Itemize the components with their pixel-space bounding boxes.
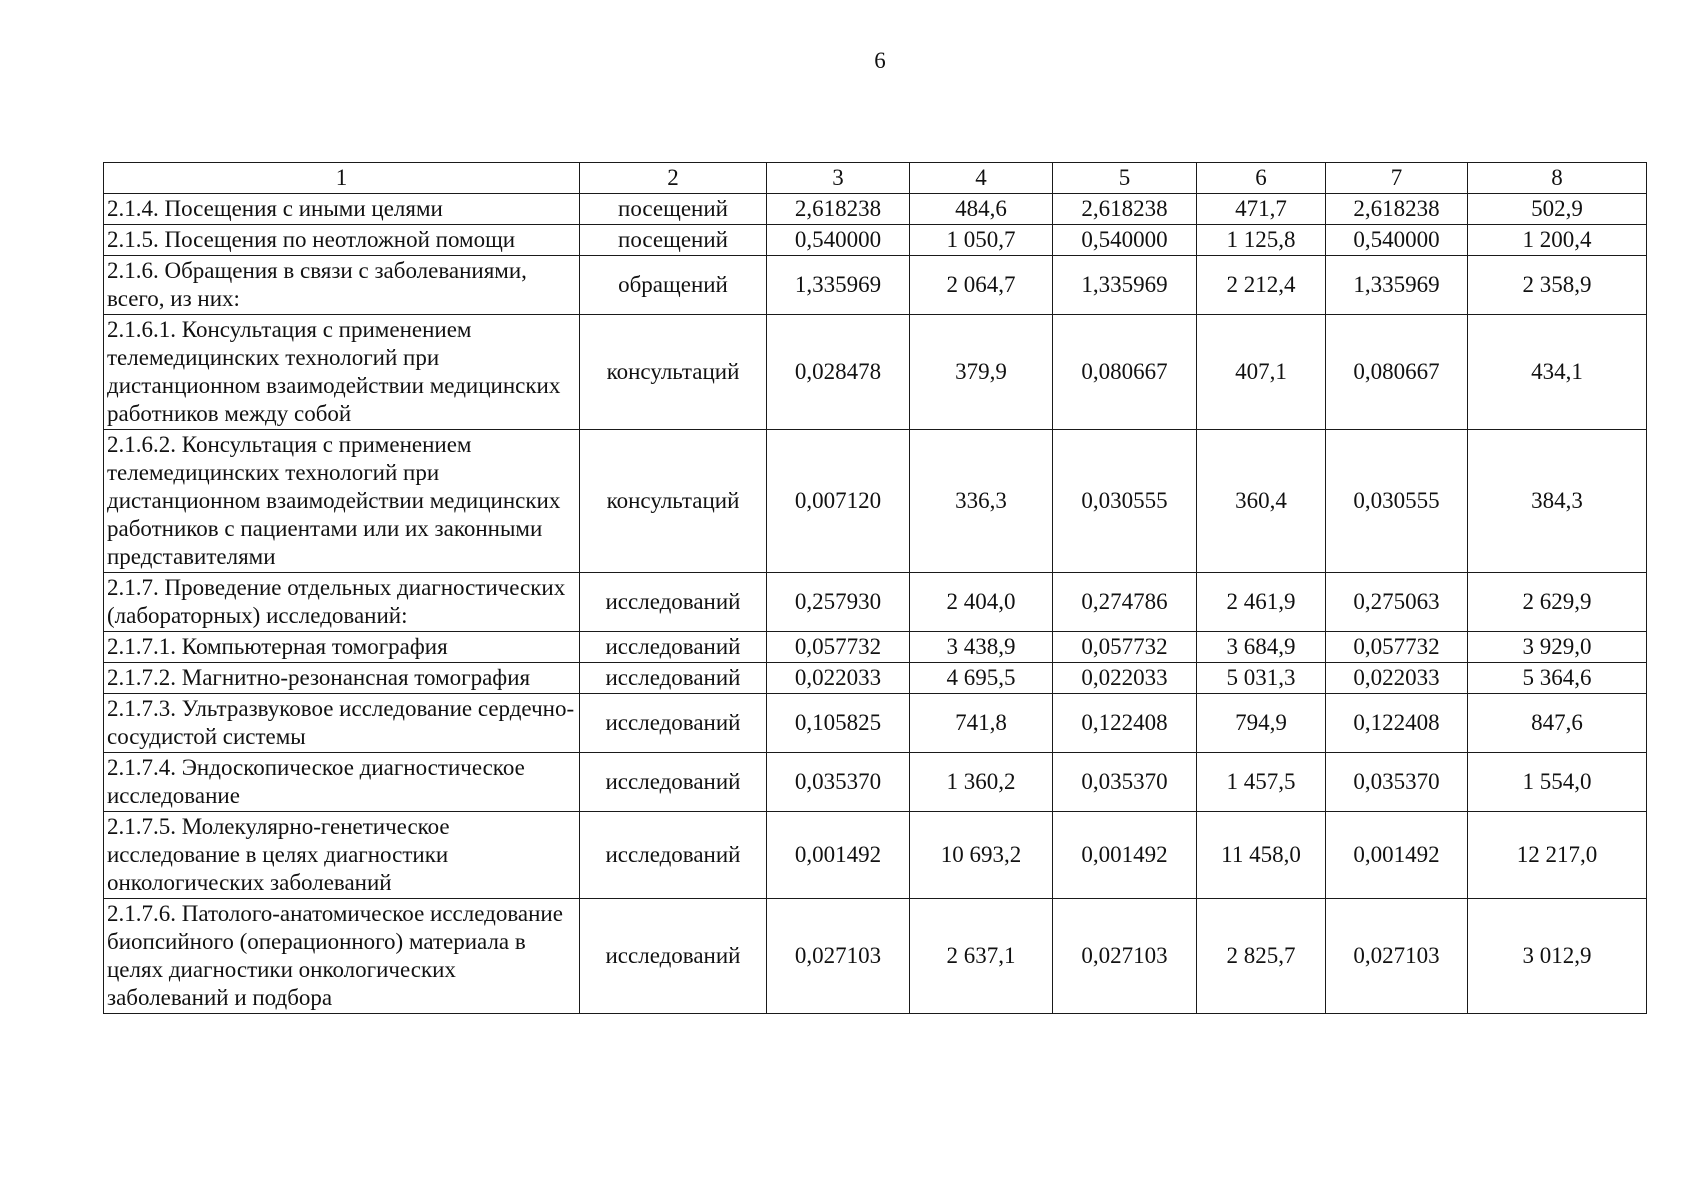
value-cell: 0,035370 [1326, 753, 1468, 812]
data-table [103, 162, 1647, 1014]
row-name-cell: 2.1.4. Посещения с иными целями [104, 194, 580, 225]
value-cell: 10 693,2 [910, 812, 1053, 899]
value-cell: 3 012,9 [1468, 899, 1647, 1014]
value-cell: 0,540000 [767, 225, 910, 256]
value-cell: 0,122408 [1326, 694, 1468, 753]
value-cell: 1 050,7 [910, 225, 1053, 256]
value-cell: 1 360,2 [910, 753, 1053, 812]
unit-cell: посещений [580, 194, 767, 225]
value-cell: 1 200,4 [1468, 225, 1647, 256]
column-number-row [104, 163, 1647, 194]
row-name-cell: 2.1.6.1. Консультация с применением телемедицинских технологий при дистанционном взаимодействии медицинских работников между собой [104, 315, 580, 430]
value-cell: 0,057732 [1326, 632, 1468, 663]
value-cell: 384,3 [1468, 430, 1647, 573]
unit-cell: исследований [580, 753, 767, 812]
value-cell: 1 457,5 [1197, 753, 1326, 812]
value-cell: 0,027103 [1326, 899, 1468, 1014]
value-cell: 2 825,7 [1197, 899, 1326, 1014]
unit-cell: исследований [580, 663, 767, 694]
column-number: 1 [104, 163, 580, 194]
column-number: 4 [910, 163, 1053, 194]
row-name-cell: 2.1.7.2. Магнитно-резонансная томография [104, 663, 580, 694]
value-cell: 471,7 [1197, 194, 1326, 225]
value-cell: 0,022033 [1326, 663, 1468, 694]
value-cell: 11 458,0 [1197, 812, 1326, 899]
row-name-cell: 2.1.7.1. Компьютерная томография [104, 632, 580, 663]
row-name-cell: 2.1.7.4. Эндоскопическое диагностическое исследование [104, 753, 580, 812]
value-cell: 0,057732 [767, 632, 910, 663]
value-cell: 0,027103 [1053, 899, 1197, 1014]
value-cell: 0,022033 [767, 663, 910, 694]
value-cell: 0,027103 [767, 899, 910, 1014]
value-cell: 407,1 [1197, 315, 1326, 430]
value-cell: 0,028478 [767, 315, 910, 430]
value-cell: 0,035370 [1053, 753, 1197, 812]
table-row [104, 753, 1647, 812]
column-number: 5 [1053, 163, 1197, 194]
value-cell: 2 212,4 [1197, 256, 1326, 315]
table-row [104, 194, 1647, 225]
page-number: 6 [874, 48, 886, 73]
value-cell: 1 125,8 [1197, 225, 1326, 256]
value-cell: 5 364,6 [1468, 663, 1647, 694]
value-cell: 847,6 [1468, 694, 1647, 753]
value-cell: 2 629,9 [1468, 573, 1647, 632]
value-cell: 0,257930 [767, 573, 910, 632]
unit-cell: посещений [580, 225, 767, 256]
value-cell: 2 064,7 [910, 256, 1053, 315]
value-cell: 0,022033 [1053, 663, 1197, 694]
value-cell: 2 404,0 [910, 573, 1053, 632]
value-cell: 0,080667 [1326, 315, 1468, 430]
table-row [104, 899, 1647, 1014]
value-cell: 0,057732 [1053, 632, 1197, 663]
table-row [104, 315, 1647, 430]
value-cell: 3 438,9 [910, 632, 1053, 663]
unit-cell: исследований [580, 573, 767, 632]
table-row [104, 694, 1647, 753]
row-name-cell: 2.1.6.2. Консультация с применением телемедицинских технологий при дистанционном взаимодействии медицинских работников с пациентами или их законными представителями [104, 430, 580, 573]
value-cell: 0,001492 [1053, 812, 1197, 899]
value-cell: 0,540000 [1326, 225, 1468, 256]
column-number: 3 [767, 163, 910, 194]
value-cell: 336,3 [910, 430, 1053, 573]
row-name-cell: 2.1.7.6. Патолого-анатомическое исследование биопсийного (операционного) материала в целях диагностики онкологических заболеваний и подбора [104, 899, 580, 1014]
value-cell: 2,618238 [1053, 194, 1197, 225]
value-cell: 794,9 [1197, 694, 1326, 753]
value-cell: 2,618238 [767, 194, 910, 225]
table-body [104, 163, 1647, 1014]
table-row [104, 256, 1647, 315]
column-number: 7 [1326, 163, 1468, 194]
table-row [104, 812, 1647, 899]
value-cell: 0,001492 [1326, 812, 1468, 899]
value-cell: 0,030555 [1053, 430, 1197, 573]
value-cell: 434,1 [1468, 315, 1647, 430]
row-name-cell: 2.1.7.5. Молекулярно-генетическое исследование в целях диагностики онкологических заболеваний [104, 812, 580, 899]
value-cell: 0,030555 [1326, 430, 1468, 573]
value-cell: 502,9 [1468, 194, 1647, 225]
table-row [104, 632, 1647, 663]
unit-cell: обращений [580, 256, 767, 315]
value-cell: 4 695,5 [910, 663, 1053, 694]
unit-cell: исследований [580, 812, 767, 899]
column-number: 6 [1197, 163, 1326, 194]
column-number: 2 [580, 163, 767, 194]
unit-cell: консультаций [580, 430, 767, 573]
row-name-cell: 2.1.5. Посещения по неотложной помощи [104, 225, 580, 256]
value-cell: 360,4 [1197, 430, 1326, 573]
unit-cell: исследований [580, 632, 767, 663]
table-row [104, 663, 1647, 694]
value-cell: 1 554,0 [1468, 753, 1647, 812]
value-cell: 0,275063 [1326, 573, 1468, 632]
table-row [104, 225, 1647, 256]
column-number: 8 [1468, 163, 1647, 194]
value-cell: 0,080667 [1053, 315, 1197, 430]
value-cell: 0,007120 [767, 430, 910, 573]
value-cell: 0,540000 [1053, 225, 1197, 256]
row-name-cell: 2.1.6. Обращения в связи с заболеваниями, всего, из них: [104, 256, 580, 315]
value-cell: 741,8 [910, 694, 1053, 753]
value-cell: 0,035370 [767, 753, 910, 812]
row-name-cell: 2.1.7.3. Ультразвуковое исследование сердечно-сосудистой системы [104, 694, 580, 753]
value-cell: 0,122408 [1053, 694, 1197, 753]
value-cell: 2 358,9 [1468, 256, 1647, 315]
value-cell: 3 929,0 [1468, 632, 1647, 663]
unit-cell: консультаций [580, 315, 767, 430]
value-cell: 379,9 [910, 315, 1053, 430]
value-cell: 2 637,1 [910, 899, 1053, 1014]
value-cell: 0,274786 [1053, 573, 1197, 632]
value-cell: 0,001492 [767, 812, 910, 899]
row-name-cell: 2.1.7. Проведение отдельных диагностических (лабораторных) исследований: [104, 573, 580, 632]
value-cell: 0,105825 [767, 694, 910, 753]
value-cell: 1,335969 [1326, 256, 1468, 315]
value-cell: 2,618238 [1326, 194, 1468, 225]
value-cell: 12 217,0 [1468, 812, 1647, 899]
value-cell: 3 684,9 [1197, 632, 1326, 663]
table-row [104, 573, 1647, 632]
value-cell: 484,6 [910, 194, 1053, 225]
unit-cell: исследований [580, 899, 767, 1014]
table-row [104, 430, 1647, 573]
value-cell: 2 461,9 [1197, 573, 1326, 632]
unit-cell: исследований [580, 694, 767, 753]
value-cell: 1,335969 [1053, 256, 1197, 315]
value-cell: 1,335969 [767, 256, 910, 315]
value-cell: 5 031,3 [1197, 663, 1326, 694]
